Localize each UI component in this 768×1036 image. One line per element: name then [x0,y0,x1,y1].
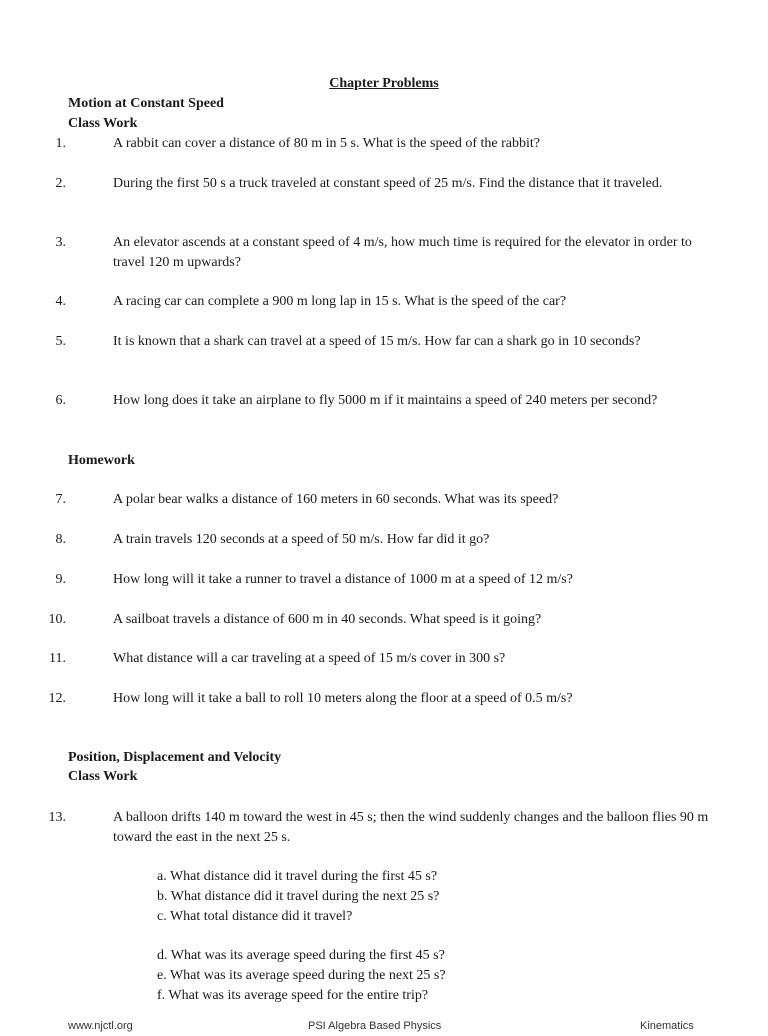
problem-number: 6. [55,393,66,408]
problem-number: 13. [48,810,66,825]
problem-number: 3. [55,235,66,250]
problem-number: 12. [48,691,66,706]
problem-subpart: b. What distance did it travel during the next 25 s? [157,889,440,904]
problem-text: A rabbit can cover a distance of 80 m in 5 s. What is the speed of the rabbit? [113,136,540,151]
problem-subpart: f. What was its average speed for the entire trip? [157,988,429,1003]
problem-text: A balloon drifts 140 m toward the west in 45 s; then the wind suddenly changes and the balloon flies 90 m toward the east in the next 25 s. [113,810,709,845]
problem-text: How long will it take a runner to travel a distance of 1000 m at a speed of 12 m/s? [113,572,573,587]
group-label: Homework [68,453,135,468]
problem-text: A sailboat travels a distance of 600 m in 40 seconds. What speed is it going? [113,612,542,627]
problem-number: 2. [55,176,66,191]
footer-topic: Kinematics [640,1020,694,1032]
page-title: Chapter Problems [329,76,439,91]
problem-text: During the first 50 s a truck traveled at constant speed of 25 m/s. Find the distance that it traveled. [113,176,663,191]
group-label: Class Work [68,769,138,784]
problem-text: How long does it take an airplane to fly 5000 m if it maintains a speed of 240 meters per second? [113,393,658,408]
group-label: Class Work [68,116,138,131]
footer-website: www.njctl.org [68,1020,133,1032]
problem-text: A train travels 120 seconds at a speed of 50 m/s. How far did it go? [113,532,490,547]
problem-number: 5. [55,334,66,349]
footer-course: PSI Algebra Based Physics [308,1020,442,1032]
problem-text: It is known that a shark can travel at a speed of 15 m/s. How far can a shark go in 10 seconds? [113,334,641,349]
problem-number: 10. [48,612,66,627]
problem-subpart: d. What was its average speed during the first 45 s? [157,948,445,963]
problem-text: What distance will a car traveling at a speed of 15 m/s cover in 300 s? [113,651,506,666]
problem-number: 8. [55,532,66,547]
problem-number: 1. [55,136,66,151]
problem-number: 9. [55,572,66,587]
problem-number: 4. [55,294,66,309]
problem-number: 11. [49,651,66,666]
problem-subpart: e. What was its average speed during the next 25 s? [157,968,446,983]
problem-text: A polar bear walks a distance of 160 meters in 60 seconds. What was its speed? [113,492,559,507]
problem-text: A racing car can complete a 900 m long lap in 15 s. What is the speed of the car? [113,294,567,309]
section-heading: Position, Displacement and Velocity [68,750,282,765]
problem-text: How long will it take a ball to roll 10 meters along the floor at a speed of 0.5 m/s? [113,691,573,706]
problem-text: An elevator ascends at a constant speed of 4 m/s, how much time is required for the elevator in order to travel 120 m upwards? [113,235,692,270]
problem-number: 7. [55,492,66,507]
section-heading: Motion at Constant Speed [68,96,224,111]
problem-subpart: c. What total distance did it travel? [157,909,353,924]
problem-subpart: a. What distance did it travel during the first 45 s? [157,869,438,884]
